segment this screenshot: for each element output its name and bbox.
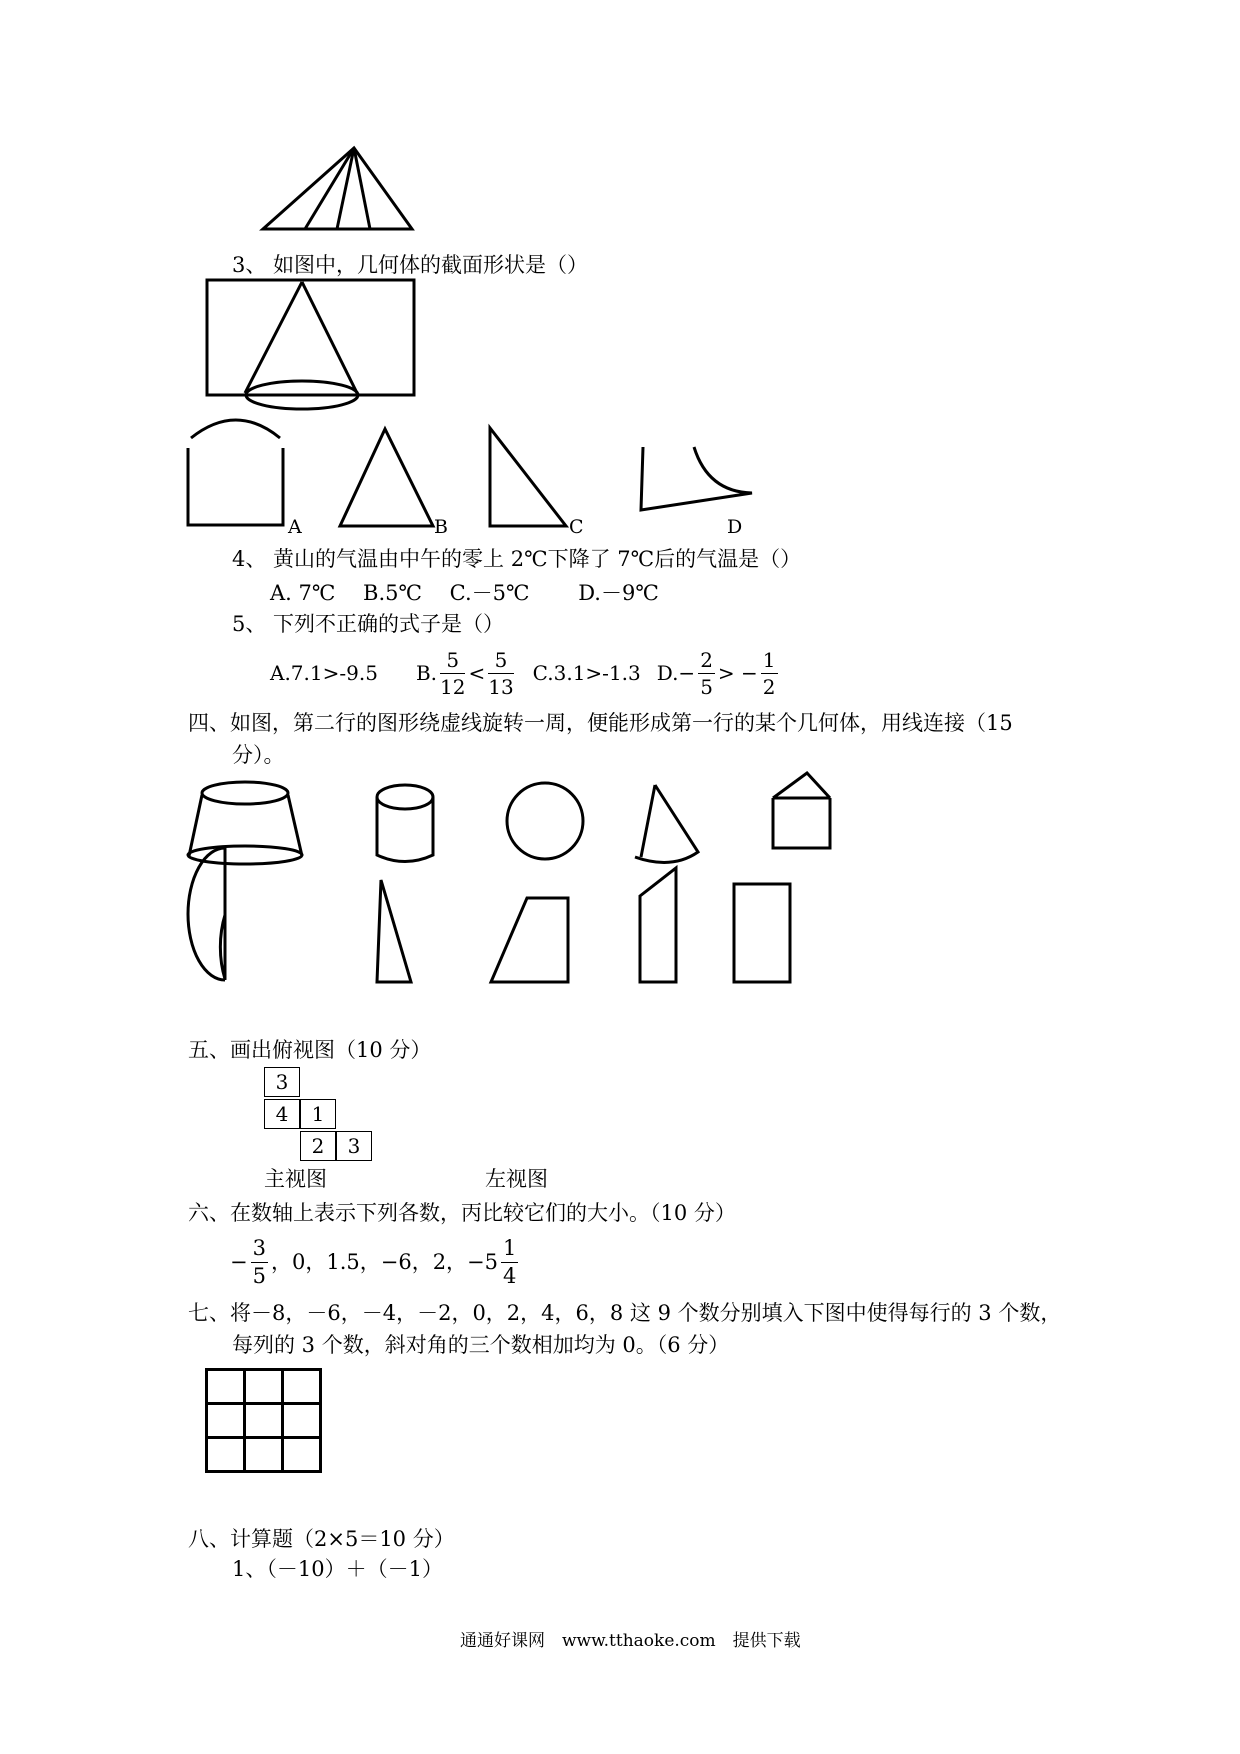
grid-cell[interactable] — [245, 1438, 283, 1472]
front-view-cell: 4 — [264, 1099, 300, 1129]
section-6-numbers: − $\frac{3}{5}$ ，0，1.5，−6，2，−5 $\frac{1}{4}$ — [230, 1235, 517, 1288]
semicircle-figure — [220, 848, 225, 980]
option-5d-prefix: D.− — [656, 661, 696, 685]
section-5-title: 五、画出俯视图（10 分） — [188, 1038, 432, 1062]
grid-cell[interactable] — [207, 1404, 245, 1438]
section-6-title: 六、在数轴上表示下列各数，丙比较它们的大小。（10 分） — [188, 1201, 736, 1225]
front-view-cell: 2 — [300, 1131, 336, 1161]
front-view-label: 主视图 — [264, 1167, 327, 1191]
page-footer: 通通好课网 www.tthaoke.com 提供下载 — [460, 1631, 801, 1651]
fraction-5-12: $\frac{5}{12}$ — [440, 647, 466, 699]
trapezoid-tall-figure — [640, 868, 676, 982]
magic-square-grid[interactable] — [205, 1368, 322, 1473]
question-3: 3、 如图中，几何体的截面形状是（） — [232, 253, 589, 277]
fraction-3-5: $\frac{3}{5}$ — [252, 1235, 266, 1288]
section-8-title: 八、计算题（2×5＝10 分） — [188, 1527, 455, 1551]
question-4-options: A. 7℃ B.5℃ C.－5℃ D.－9℃ — [270, 581, 659, 605]
fraction-1-2: $\frac{1}{2}$ — [762, 647, 776, 699]
fraction-1-4: $\frac{1}{4}$ — [503, 1235, 517, 1288]
option-c-label: C — [569, 516, 584, 538]
grid-cell[interactable] — [207, 1438, 245, 1472]
question-5-options: A.7.1>-9.5 B. $\frac{5}{12}$ < $\frac{5}{13}$ C.3.1>-1.3 D.− $\frac{2}{5}$ > − $\frac{1}{2}$ — [270, 647, 776, 699]
trapezoid-figure — [491, 898, 568, 982]
question-4: 4、 黄山的气温由中午的零上 2℃下降了 7℃后的气温是（） — [232, 547, 802, 571]
rectangle-figure — [734, 884, 790, 982]
grid-cell[interactable] — [283, 1438, 321, 1472]
option-b-label: B — [434, 516, 448, 538]
front-view-cell: 3 — [264, 1067, 300, 1097]
grid-cell[interactable] — [245, 1404, 283, 1438]
option-d-label: D — [727, 516, 743, 538]
section-4-line2: 分）。 — [232, 743, 285, 767]
right-triangle-figure — [377, 880, 411, 982]
grid-cell[interactable] — [207, 1370, 245, 1404]
grid-cell[interactable] — [245, 1370, 283, 1404]
grid-cell[interactable] — [283, 1370, 321, 1404]
section-4-line1: 四、如图，第二行的图形绕虚线旋转一周，便能形成第一行的某个几何体，用线连接（15 — [188, 711, 1013, 735]
front-view-cell: 1 — [300, 1099, 336, 1129]
section-7-line2: 每列的 3 个数，斜对角的三个数相加均为 0。（6 分） — [232, 1333, 730, 1357]
section-7-line1: 七、将－8，－6，－4，－2，0，2，4，6，8 这 9 个数分别填入下图中使得每行的 3 个数， — [188, 1301, 1062, 1325]
left-view-label: 左视图 — [485, 1167, 548, 1191]
question-5: 5、 下列不正确的式子是（） — [232, 612, 505, 636]
front-view-cell: 3 — [336, 1131, 372, 1161]
option-5c: C.3.1>-1.3 — [532, 661, 641, 685]
option-a-label: A — [288, 516, 302, 538]
fraction-5-13: $\frac{5}{13}$ — [488, 647, 514, 699]
section-8-question-1: 1、（－10）＋（－1） — [232, 1557, 443, 1581]
grid-cell[interactable] — [283, 1404, 321, 1438]
fraction-2-5: $\frac{2}{5}$ — [700, 647, 713, 699]
option-5b-prefix: B. — [415, 661, 437, 685]
option-5a: A.7.1>-9.5 — [270, 661, 378, 685]
